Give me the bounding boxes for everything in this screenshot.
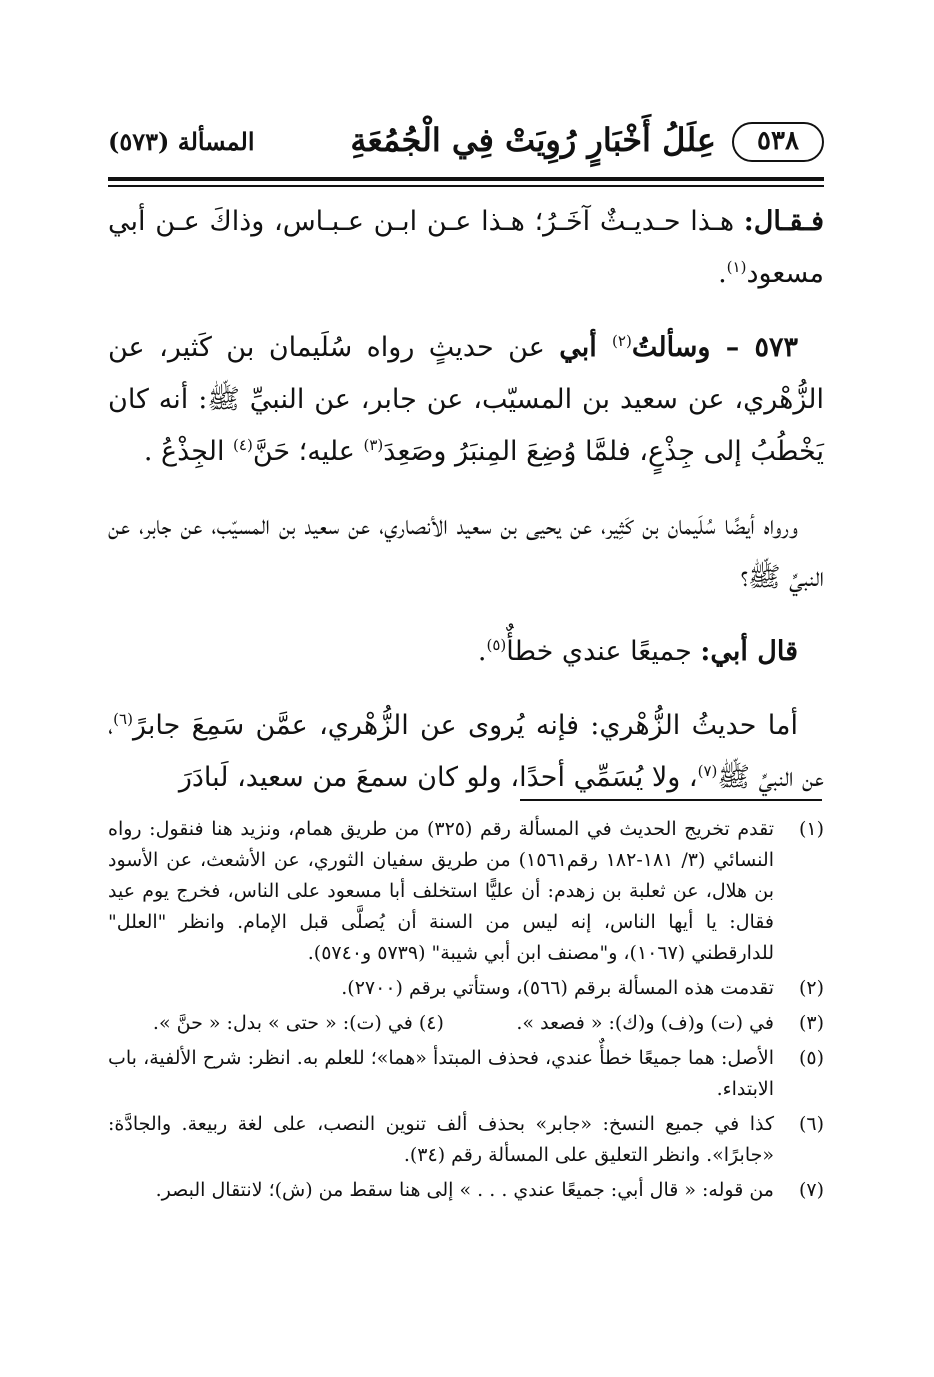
footnote-number: (٦)	[798, 1113, 824, 1135]
footnote-text: كذا في جميع النسخ: «جابر» بحذف ألف تنوين النصب، على لغة ربيعة. والجادَّة: «جابرًا». وانظر التعليق على المسألة رقم (٣٤).	[108, 1113, 774, 1166]
issue-reference: المسألة (٥٧٣)	[108, 127, 255, 156]
footnote-number: (٣)	[798, 1012, 824, 1034]
footnote-ref-1[interactable]: (١)	[726, 258, 747, 276]
footnote-3	[108, 1008, 824, 1039]
paragraph-2-lead-abi: أبي	[559, 332, 613, 363]
paragraph-5-text-2: ، عن النبيِّ ﷺ	[108, 710, 824, 793]
paragraph-1-lead: فـقـال:	[743, 206, 824, 237]
paragraph-2	[108, 322, 824, 478]
footnote-ref-5[interactable]: (٥)	[486, 636, 507, 654]
paragraph-3: ورواه أيضًا سُلَيمان بن كَثِير، عن يحيى بن سعيد الأنصاري، عن سعيد بن المسيّب، عن جابر، عن النبيِّ ﷺ؟	[108, 510, 824, 593]
paragraph-4-text: جميعًا عندي خطأٌ	[506, 636, 701, 667]
footnote-number: (٥)	[798, 1047, 824, 1069]
paragraph-4-end: .	[477, 636, 487, 667]
main-text	[108, 196, 824, 826]
footnote-ref-2[interactable]: (٢)	[612, 332, 632, 350]
issue-number-lead: ٥٧٣ – وسألتُ	[631, 332, 798, 363]
paragraph-5	[108, 700, 824, 804]
footnote-text: تقدمت هذه المسألة برقم (٥٦٦)، وستأتي برقم (٢٧٠٠).	[341, 977, 774, 999]
page-header	[108, 118, 824, 176]
paragraph-4-lead: قال أبي:	[700, 636, 798, 667]
footnote-text: الأصل: هما جميعًا خطأٌ عندي، فحذف المبتدأ «هما»؛ للعلم به. انظر: شرح الألفية، باب الابتداء.	[108, 1047, 774, 1100]
footnote-2	[108, 973, 824, 1004]
footnote-number: (٢)	[798, 977, 824, 999]
paragraph-1-end: .	[718, 258, 727, 289]
footnote-text: تقدم تخريج الحديث في المسألة رقم (٣٢٥) من طريق همام، ونزيد هنا فنقول: رواه النسائي (٣/ ١٨١-١٨٢ رقم١٥٦١) من طريق سفيان الثوري، عن الأشعث، عن الأسود بن هلال، عن ثعلبة بن زهدم: أن عليًّا استخلف أبا مسعود على الناس، فخرج يوم عيد فقال: يا أيها الناس، إنه ليس من السنة أن يُصلَّى قبل الإمام. وانظر "العلل" للدارقطني (١٠٦٧)، و"مصنف ابن أبي شيبة" (٥٧٣٩ و٥٧٤٠).	[108, 818, 774, 964]
paragraph-2-text-2: عليه؛ حَنَّ	[252, 436, 364, 467]
footnote-ref-6[interactable]: (٦)	[113, 710, 133, 728]
footnote-6	[108, 1109, 824, 1171]
paragraph-5-text-3: ، ولا يُسَمِّي أحدًا، ولو كان سمعَ من سعيد، لَبادَرَ	[178, 762, 698, 793]
book-title: عِلَلُ أَخْبَارٍ رُوِيَتْ فِي الْجُمُعَةِ	[350, 121, 716, 159]
header-rule-thin	[108, 185, 824, 187]
header-rule-thick	[108, 177, 824, 181]
footnote-5	[108, 1043, 824, 1105]
footnote-separator	[520, 799, 822, 801]
paragraph-2-text-1: عن حديثٍ رواه سُلَيمان بن كَثير، عن الزُّهْري، عن سعيد بن المسيّب، عن جابر، عن النبيِّ ﷺ: أنه كان يَخْطُبُ إلى جِذْعٍ، فلمَّا وُضِعَ المِنبَرُ وصَعِدَ	[108, 332, 824, 467]
footnote-number: (١)	[798, 818, 824, 840]
footnote-number: (٧)	[798, 1179, 824, 1201]
paragraph-1	[108, 196, 824, 300]
footnote-ref-7[interactable]: (٧)	[697, 762, 718, 780]
paragraph-2-text-3: الجِذْعُ .	[143, 436, 234, 467]
page-number: ٥٣٨	[732, 122, 824, 162]
paragraph-5-text-1: أما حديثُ الزُّهْري: فإنه يُروى عن الزُّهْري، عمَّن سَمِعَ جابرً	[132, 710, 798, 741]
footnote-text: من قوله: « قال أبي: جميعًا عندي . . . » إلى هنا سقط من (ش)؛ لانتقال البصر.	[155, 1179, 774, 1201]
footnote-ref-3[interactable]: (٣)	[363, 436, 384, 454]
footnote-text: في (ت) و(ف) و(ك): « فصعد ». (٤) في (ت): « حتى » بدل: « حنَّ ».	[152, 1012, 774, 1034]
footnote-7	[108, 1175, 824, 1206]
footnote-1	[108, 814, 824, 969]
footnote-ref-4[interactable]: (٤)	[233, 436, 253, 454]
footnotes	[108, 814, 824, 1210]
paragraph-4	[108, 626, 824, 678]
paragraph-1-text: هـذا حـديـثٌ آخَـرُ؛ هـذا عـن ابـن عـبـاس، وذاكَ عـن أبي مسعود	[108, 206, 824, 289]
